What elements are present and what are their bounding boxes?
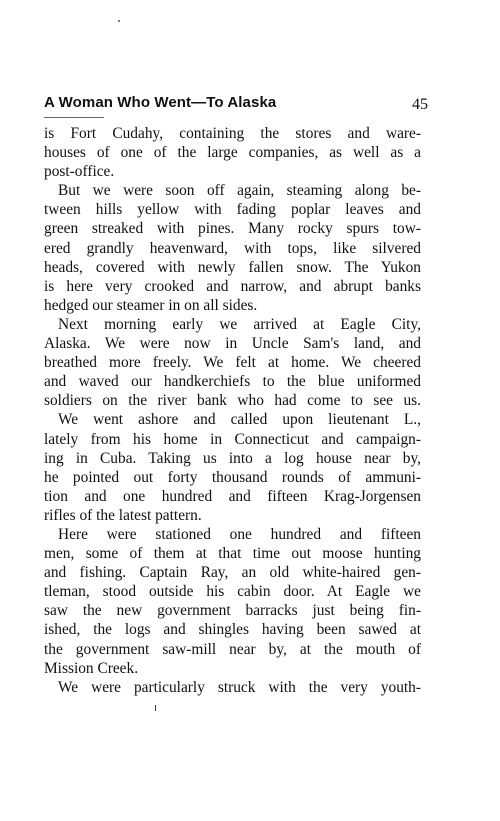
text-line: is Fort Cudahy, containing the stores and ware- bbox=[44, 125, 421, 142]
text-line: and waved our handkerchiefs to the blue uniformed bbox=[44, 373, 421, 391]
text-line: ished, the logs and shingles having been sawed at bbox=[44, 621, 421, 639]
ink-speck bbox=[118, 20, 120, 22]
text-line: lately from his home in Connecticut and campaign- bbox=[44, 430, 421, 448]
text-line: the government saw-mill near by, at the mouth of bbox=[44, 640, 421, 658]
text-line: Here were stationed one hundred and fifteen bbox=[58, 525, 421, 543]
text-line: We went ashore and called upon lieutenant L., bbox=[58, 411, 421, 429]
text-line: hedged our steamer in on all sides. bbox=[44, 296, 258, 314]
text-line: But we were soon off again, steaming along be- bbox=[58, 182, 421, 200]
text-line: post-office. bbox=[44, 163, 115, 181]
text-line: men, some of them at that time out moose hunting bbox=[44, 545, 421, 563]
text-line: tion and one hundred and fifteen Krag-Jorgensen bbox=[44, 487, 421, 505]
text-line: saw the new government barracks just being fin- bbox=[44, 602, 421, 620]
text-line: breathed more freely. We felt at home. We cheered bbox=[44, 354, 421, 372]
page-header bbox=[44, 94, 428, 116]
text-line: Alaska. We were now in Uncle Sam's land, and bbox=[44, 335, 421, 353]
text-line: green streaked with pines. Many rocky spurs tow- bbox=[44, 220, 421, 238]
running-title: A Woman Who Went—To Alaska bbox=[44, 94, 277, 111]
text-line: rifles of the latest pattern. bbox=[44, 506, 202, 524]
text-line: houses of one of the large companies, as well as a bbox=[44, 144, 421, 162]
text-line: We were particularly struck with the very youth- bbox=[58, 678, 421, 696]
page-number: 45 bbox=[412, 96, 428, 113]
text-line: ing in Cuba. Taking us into a log house near by, bbox=[44, 449, 421, 467]
text-line: and fishing. Captain Ray, an old white-haired gen- bbox=[44, 564, 421, 582]
text-line: ered grandly heavenward, with tops, like silvered bbox=[44, 239, 421, 257]
ink-mark bbox=[155, 705, 156, 711]
text-line: tween hills yellow with fading poplar leaves and bbox=[44, 201, 421, 219]
body-text bbox=[44, 124, 421, 697]
header-rule bbox=[44, 117, 104, 118]
text-line: soldiers on the river bank who had come to see us. bbox=[44, 392, 421, 410]
text-line: is here very crooked and narrow, and abrupt banks bbox=[44, 277, 421, 295]
text-line: tleman, stood outside his cabin door. At Eagle we bbox=[44, 583, 421, 601]
text-line: heads, covered with newly fallen snow. The Yukon bbox=[44, 258, 421, 276]
text-line: Next morning early we arrived at Eagle City, bbox=[58, 315, 421, 333]
text-line: Mission Creek. bbox=[44, 659, 139, 677]
text-line: he pointed out forty thousand rounds of ammuni- bbox=[44, 468, 421, 486]
